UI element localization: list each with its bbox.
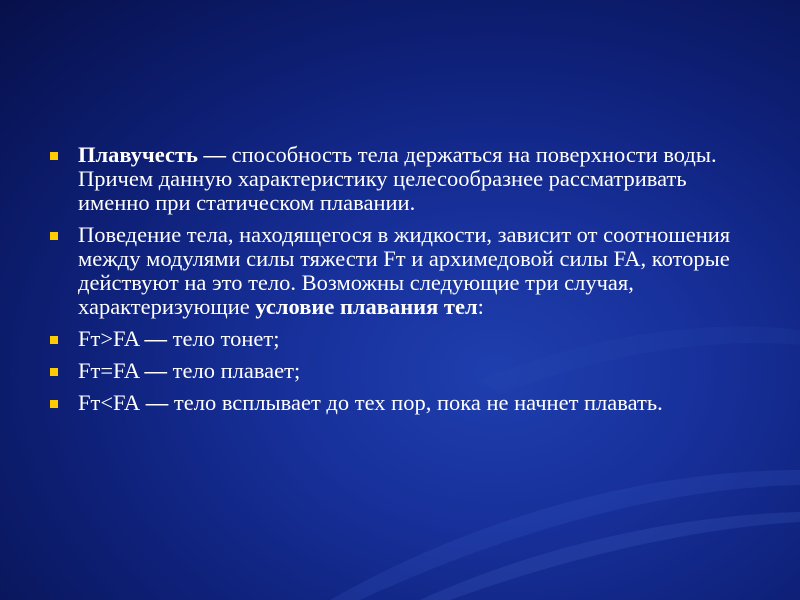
bullet-text: тело тонет; [167,326,280,351]
square-bullet-icon [50,368,58,376]
term-floating-condition: условие плавания тел [255,294,478,319]
bullet-list [46,143,761,415]
term-buoyancy: Плавучесть — [78,142,227,167]
dash: — [144,358,168,383]
bullet-text: Поведение тела, находящегося в жидкости, зависит от соотношения между модулями силы тяжести Fт и архимедовой силы FA, которые действуют на это тело. Возможны следующие три случая, характеризующие [78,222,731,319]
square-bullet-icon [50,336,58,344]
dash: — [140,390,169,415]
bullet-case-rises [46,391,761,415]
formula: Fт>FA [78,326,145,351]
formula: Fт<FA [78,390,141,415]
square-bullet-icon [50,400,58,408]
bullet-text: тело всплывает до тех пор, пока не начнет плавать. [168,390,663,415]
bullet-buoyancy-definition [46,143,761,215]
square-bullet-icon [50,152,58,160]
slide-content [46,143,761,423]
dash: — [144,326,168,351]
bullet-text: тело плавает; [167,358,301,383]
bullet-text: способность тела держаться на поверхности воды. Причем данную характеристику целесообразнее рассматривать именно при статическом плавании. [78,142,717,215]
formula: Fт=FA [78,358,145,383]
bullet-case-sinks [46,327,761,351]
bullet-text-end: : [477,294,484,319]
bullet-case-floats [46,359,761,383]
bullet-body-behavior [46,223,761,319]
square-bullet-icon [50,232,58,240]
